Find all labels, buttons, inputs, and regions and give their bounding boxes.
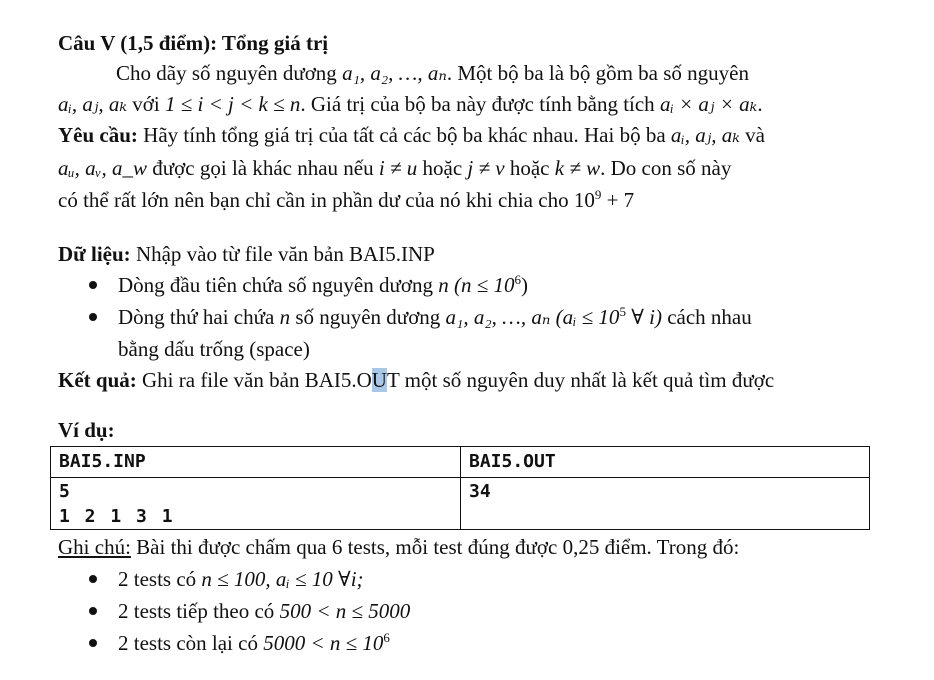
input-bullet-1: [118, 270, 864, 300]
output-text-b: T một số nguyên duy nhất là kết quả tìm được: [386, 368, 775, 392]
intro-text-4: . Giá trị của bộ ba này được tính bằng tích: [300, 92, 660, 116]
output-text-a: Ghi ra file văn bản BAI5.O: [136, 368, 372, 392]
input-bullet-2-text-b: số nguyên dương: [290, 305, 446, 329]
output-heading: [58, 365, 864, 395]
or-text-1: hoặc: [417, 156, 468, 180]
example-table: [50, 446, 870, 530]
requirement-label: Yêu cầu:: [58, 123, 138, 147]
product-math: aᵢ × aⱼ × aₖ: [659, 92, 758, 116]
input-bullet-1-exp: 6: [514, 272, 522, 287]
input-bullet-2-cont: [118, 334, 864, 364]
modulus-base: 10: [573, 188, 595, 212]
note-text: Bài thi được chấm qua 6 tests, mỗi test đúng được 0,25 điểm. Trong đó:: [130, 535, 740, 559]
example-input-line-1: 5: [59, 481, 70, 502]
intro-text-3: với: [127, 92, 165, 116]
example-label: Ví dụ:: [58, 418, 115, 442]
input-bullet-1-math: (n ≤ 10: [453, 273, 515, 297]
input-bullet-1-close: ): [521, 273, 529, 297]
note-item: [118, 596, 864, 626]
triple-math-1: aᵢ, aⱼ, aₖ: [670, 123, 740, 147]
note-item-math: 5000 < n ≤ 10: [263, 631, 384, 655]
intro-line-2: [58, 89, 864, 119]
requirement-text-2b: . Do con số này: [600, 156, 732, 180]
intro-text-2: . Một bộ ba là bộ gồm ba số nguyên: [446, 61, 749, 85]
note-item: [118, 628, 864, 658]
input-bullet-1-text: Dòng đầu tiên chứa số nguyên dương: [118, 273, 439, 297]
requirement-line-1: [58, 120, 864, 150]
problem-title: Câu V (1,5 điểm): Tổng giá trị: [58, 31, 329, 55]
condition-k-w: k ≠ w: [554, 156, 601, 180]
bullet-icon: [89, 281, 97, 289]
input-bullet-2: [118, 302, 864, 332]
requirement-line-3: [58, 185, 864, 215]
intro-text-1: Cho dãy số nguyên dương: [116, 61, 343, 85]
requirement-line-2: [58, 153, 864, 183]
input-bullet-2-text-c: cách nhau: [661, 305, 752, 329]
output-file-header: BAI5.OUT: [469, 451, 556, 472]
triple-math: aᵢ, aⱼ, aₖ: [58, 92, 128, 116]
bullet-icon: [89, 607, 97, 615]
intro-line-1: [116, 58, 864, 88]
input-bullet-2-text-d: bằng dấu trống (space): [118, 337, 310, 361]
input-heading: [58, 239, 864, 269]
or-text-2: hoặc: [504, 156, 555, 180]
input-text: Nhập vào từ file văn bản BAI5.INP: [130, 242, 435, 266]
note-item: [118, 564, 864, 594]
input-file-header: BAI5.INP: [59, 451, 146, 472]
table-column-divider: [460, 447, 461, 529]
output-label: Kết quả:: [58, 368, 137, 392]
input-bullet-2-math: (aᵢ ≤ 10: [550, 305, 620, 329]
requirement-text-1: Hãy tính tổng giá trị của tất cả các bộ ba khác nhau. Hai bộ ba: [137, 123, 671, 147]
input-bullet-2-seq: a₁, a₂, …, aₙ: [445, 305, 551, 329]
note-item-text: 2 tests còn lại có: [118, 631, 264, 655]
input-bullet-2-var: n: [279, 305, 291, 329]
input-bullet-2-text-a: Dòng thứ hai chứa: [118, 305, 280, 329]
bullet-icon: [89, 313, 97, 321]
note-item-text: 2 tests tiếp theo có: [118, 599, 280, 623]
sequence-math: a₁, a₂, …, aₙ: [342, 61, 447, 85]
note-item-math: n ≤ 100, aᵢ ≤ 10 ∀i;: [201, 567, 364, 591]
condition-j-v: j ≠ v: [467, 156, 505, 180]
input-bullet-1-var: n: [438, 273, 449, 297]
requirement-text-3: có thể rất lớn nên bạn chỉ cần in phần dư của nó khi chia cho: [58, 188, 574, 212]
index-condition-math: 1 ≤ i < j < k ≤ n: [164, 92, 301, 116]
note-item-text: 2 tests có: [118, 567, 202, 591]
note-heading: [58, 532, 864, 562]
note-item-exp: 6: [383, 630, 390, 645]
modulus-tail: + 7: [601, 188, 635, 212]
intro-text-5: .: [757, 92, 763, 116]
requirement-text-2: được gọi là khác nhau nếu: [147, 156, 379, 180]
text-selection-highlight[interactable]: U: [371, 368, 387, 392]
note-label: Ghi chú:: [58, 535, 131, 559]
requirement-text-1b: và: [739, 123, 765, 147]
condition-i-u: i ≠ u: [378, 156, 418, 180]
input-bullet-2-close: ∀ i): [625, 305, 662, 329]
example-input-line-2: 1 2 1 3 1: [59, 506, 173, 527]
note-item-math: 500 < n ≤ 5000: [279, 599, 411, 623]
input-bullet-2-exp: 5: [619, 304, 626, 319]
bullet-icon: [89, 575, 97, 583]
triple-math-2: aᵤ, aᵥ, a_w: [58, 156, 148, 180]
example-output-line-1: 34: [469, 481, 491, 502]
modulus-exponent: 9: [594, 187, 602, 202]
table-row-divider: [51, 477, 869, 478]
input-label: Dữ liệu:: [58, 242, 131, 266]
bullet-icon: [89, 639, 97, 647]
